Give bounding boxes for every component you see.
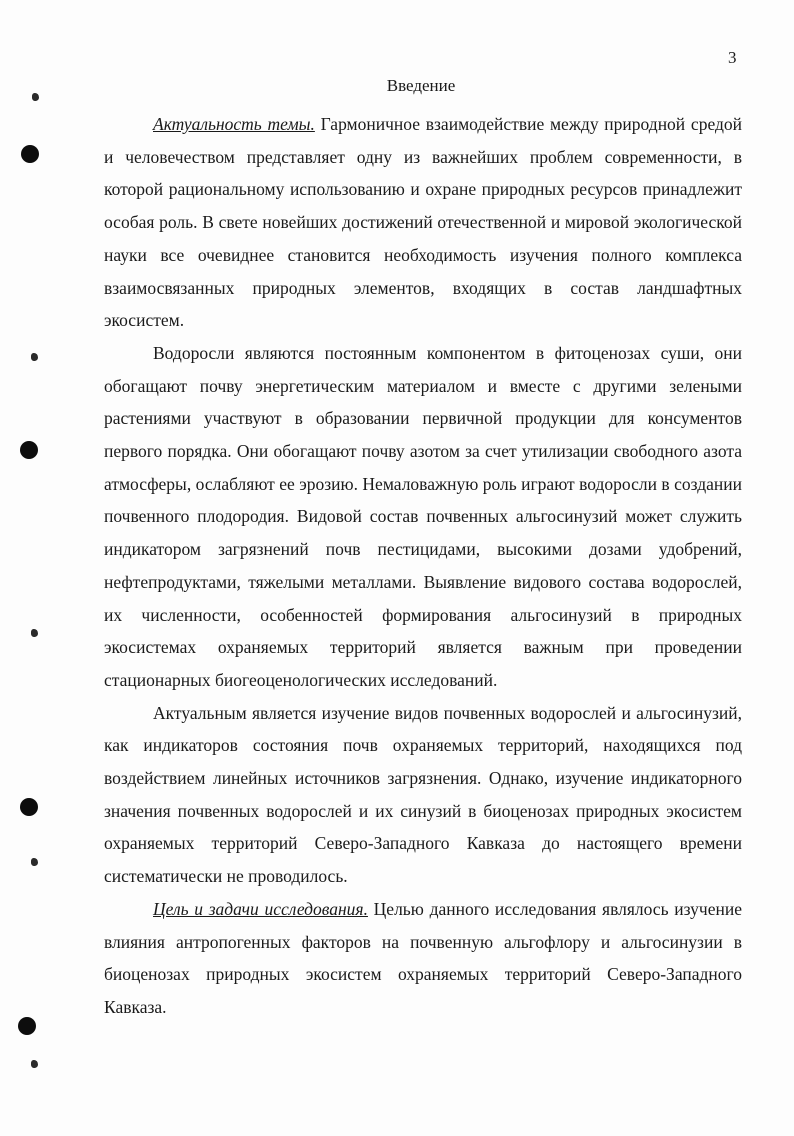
paragraph-relevance (104, 108, 742, 337)
scan-speck (31, 1060, 38, 1068)
punch-hole (20, 798, 38, 816)
paragraph-lead: Актуальность темы. (153, 114, 315, 134)
paragraph-lead: Цель и задачи исследования. (153, 898, 368, 919)
scan-speck (31, 858, 38, 866)
scan-speck (31, 353, 38, 361)
punch-hole (20, 441, 38, 459)
paragraph-text: Водоросли являются постоянным компонентом в фитоценозах суши, они обогащают почву энергетическим материалом и вместе с другими зелеными растениями участвуют в образовании первичной продукции для консументов первого порядка. Они обогащают почву азотом за счет утилизации свободного азота атмосферы, ослабляют ее эрозию. Немаловажную роль играют водоросли в создании почвенного плодородия. Видовой состав почвенных альгосинузий может служить индикатором загрязнений почв пестицидами, высокими дозами удобрений, нефтепродуктами, тяжелыми металлами. Выявление видового состава водорослей, их численности, особенностей формирования альгосинузий в природных экосистемах охраняемых территорий является важным при проведении стационарных биогеоценологических исследований. (104, 342, 742, 690)
punch-hole (21, 145, 39, 163)
paragraph-indicators (104, 697, 742, 893)
section-heading: Введение (386, 76, 456, 95)
scan-speck (31, 629, 38, 637)
paragraph-text: Гармоничное взаимодействие между природной средой и человечеством представляет одну из важнейших проблем современности, в которой рациональному использованию и охране природных ресурсов принадлежит особая роль. В свете новейших достижений отечественной и мировой экологической науки все очевиднее становится необходимость изучения полного комплекса взаимосвязанных природных элементов, входящих в состав ландшафтных экосистем. (104, 114, 742, 331)
paragraph-algae (104, 337, 742, 697)
punch-hole (18, 1017, 36, 1035)
body-text (104, 108, 742, 1024)
paragraph-goals (104, 893, 742, 1024)
page-number: 3 (728, 48, 737, 67)
paragraph-text: Актуальным является изучение видов почвенных водорослей и альгосинузий, как индикаторов состояния почв охраняемых территорий, находящихся под воздействием линейных источников загрязнения. Однако, изучение индикаторного значения почвенных водорослей и их синузий в биоценозах природных экосистем охраняемых территорий Северо-Западного Кавказа до настоящего времени систематически не проводилось. (104, 702, 742, 887)
paragraph-text: Целью данного исследования являлось изучение влияния антропогенных факторов на почвенную альгофлору и альгосинузии в биоценозах природных экосистем охраняемых территорий Северо-Западного Кавказа. (104, 898, 742, 1017)
